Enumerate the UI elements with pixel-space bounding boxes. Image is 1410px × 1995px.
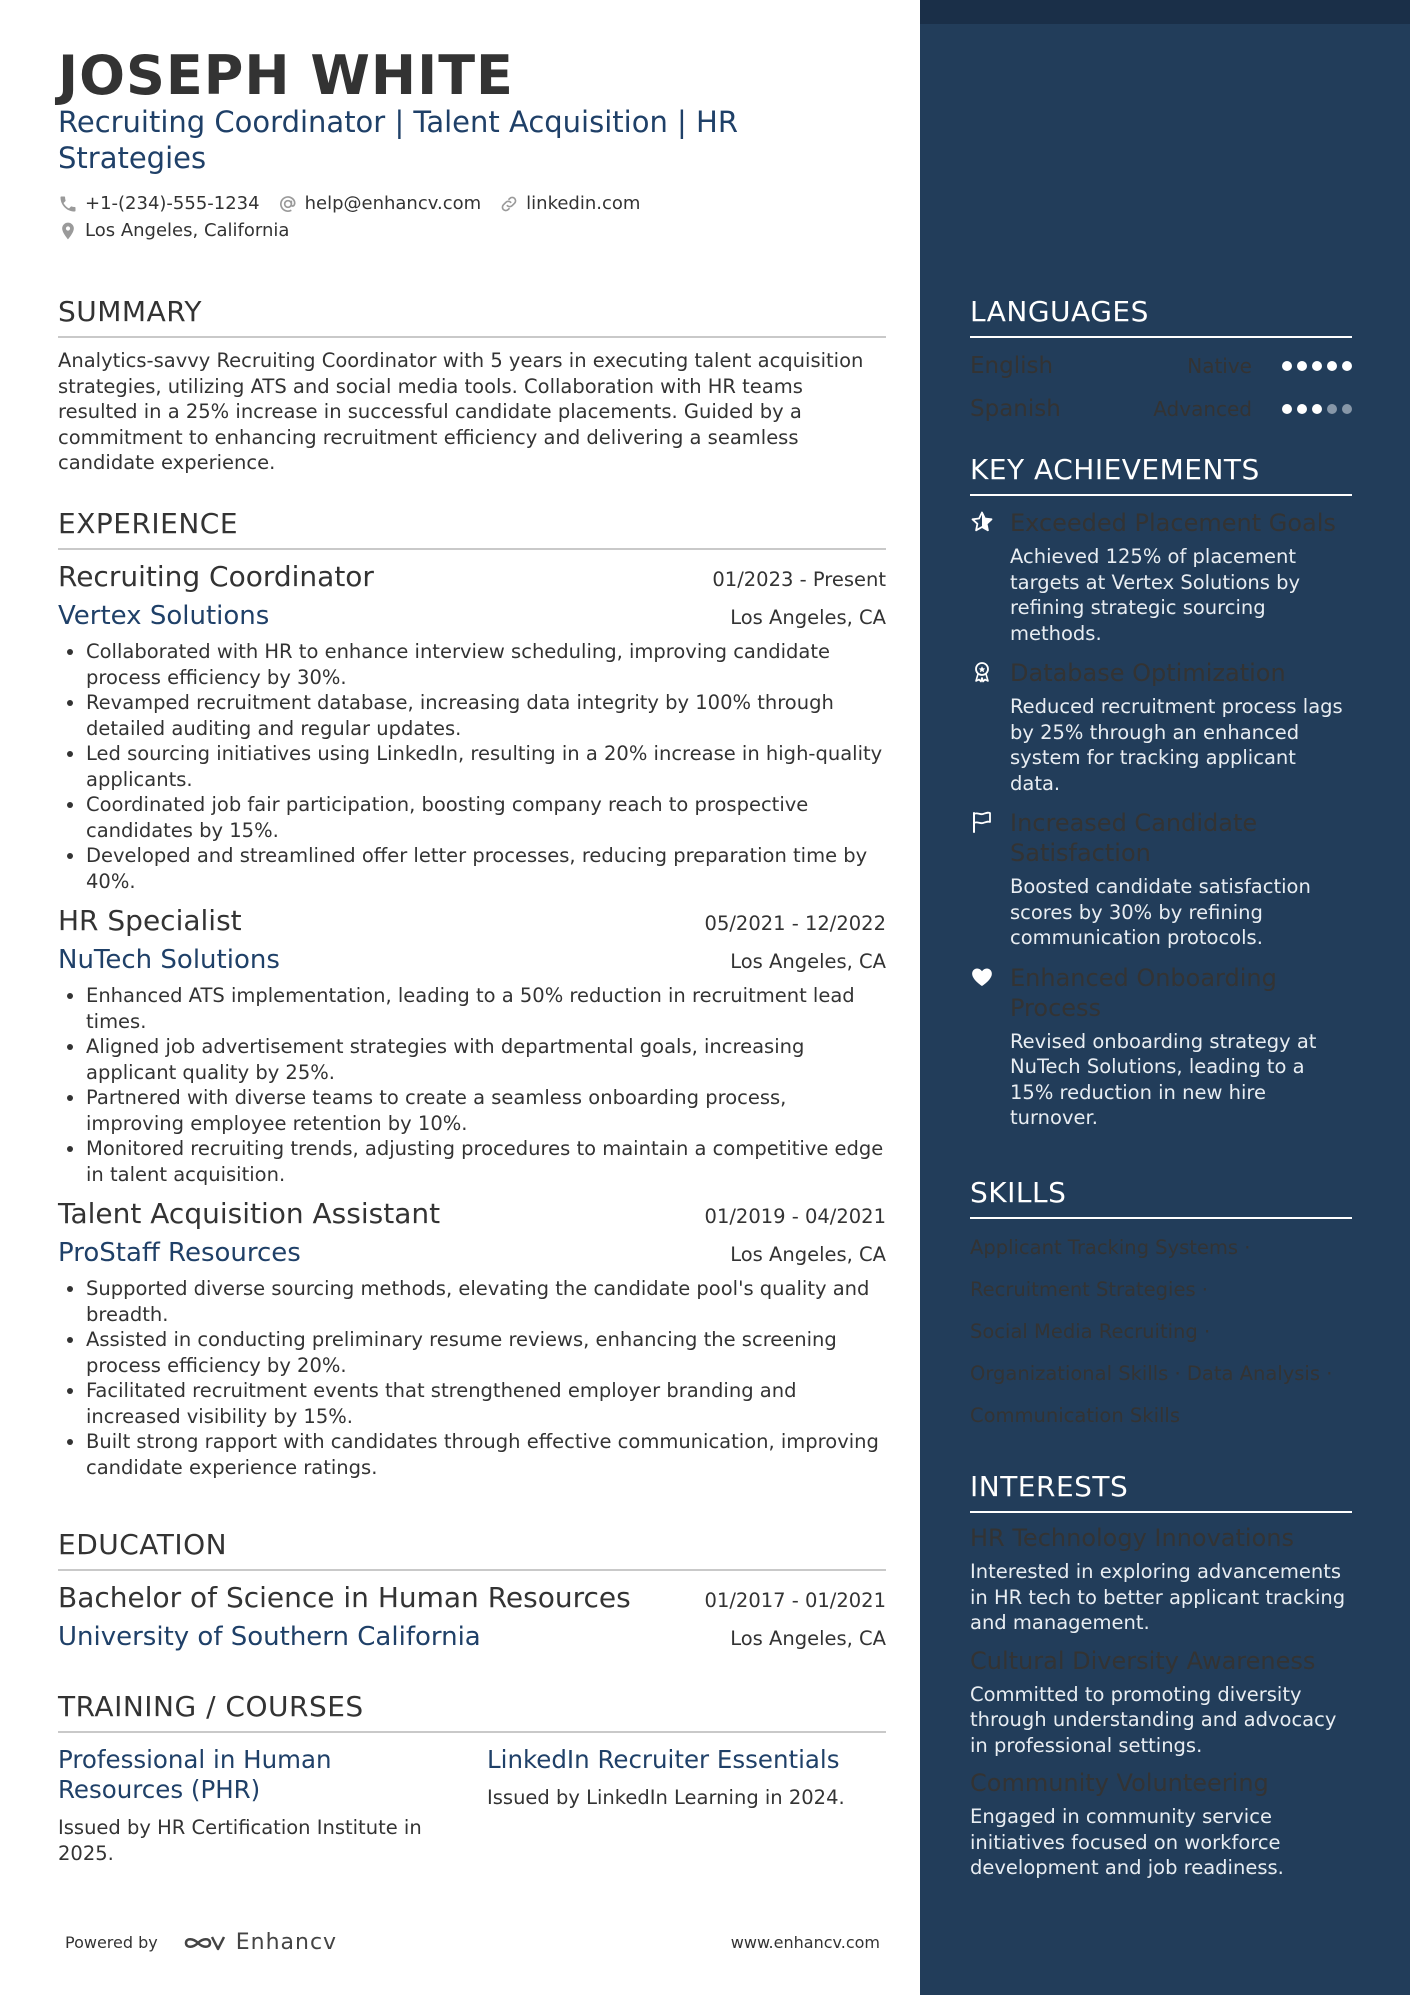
job-location: Los Angeles, CA — [730, 950, 886, 973]
language-rating — [1282, 361, 1352, 371]
rating-dot — [1342, 404, 1352, 414]
language-level: Native — [1187, 354, 1252, 378]
interest-desc: Committed to promoting diversity through understanding and advocacy in professional settings. — [970, 1682, 1337, 1757]
rating-dot — [1297, 404, 1307, 414]
sidebar-top-band — [920, 0, 1410, 24]
job-dates: 05/2021 - 12/2022 — [704, 912, 886, 935]
phone-contact[interactable] — [58, 193, 260, 214]
summary-title: SUMMARY — [58, 295, 886, 338]
interests-title: INTERESTS — [970, 1470, 1352, 1513]
job-title: Recruiting Coordinator — [58, 560, 374, 593]
job-bullets — [58, 639, 886, 894]
rating-dot — [1327, 404, 1337, 414]
job-entry — [58, 560, 886, 894]
course-title: Professional in Human Resources (PHR) — [58, 1745, 332, 1804]
brand-logo[interactable] — [182, 1930, 337, 1955]
rating-dot — [1282, 404, 1292, 414]
course-desc: Issued by HR Certification Institute in 2025. — [58, 1816, 422, 1865]
course-item — [58, 1745, 457, 1866]
rating-dot — [1312, 361, 1322, 371]
achievement-item — [970, 963, 1352, 1131]
interest-title: Community Volunteering — [970, 1769, 1269, 1797]
languages-title: LANGUAGES — [970, 295, 1352, 338]
skill-line: Applicant Tracking Systems · — [970, 1236, 1251, 1259]
interest-item — [970, 1523, 1352, 1636]
language-item — [970, 394, 1352, 424]
language-rating — [1282, 404, 1352, 414]
at-icon — [278, 194, 298, 214]
rating-dot — [1327, 361, 1337, 371]
company-name: Vertex Solutions — [58, 601, 270, 631]
footer-url[interactable]: www.enhancv.com — [730, 1933, 880, 1952]
interest-desc: Engaged in community service initiatives focused on workforce development and job readiness. — [970, 1805, 1284, 1879]
interest-item — [970, 1768, 1352, 1881]
job-bullets — [58, 983, 886, 1187]
achievement-desc: Reduced recruitment process lags by 25% through an enhanced system for tracking applicant data. — [1010, 695, 1343, 795]
candidate-name: JOSEPH WHITE — [58, 44, 514, 107]
experience-title: EXPERIENCE — [58, 507, 886, 550]
summary-section — [58, 295, 886, 476]
achievement-desc: Revised onboarding strategy at NuTech Solutions, leading to a 15% reduction in new hire turnover. — [1010, 1029, 1317, 1129]
bullet-item: • Enhanced ATS implementation, leading to a 50% reduction in recruitment lead times. — [86, 983, 886, 1034]
education-dates: 01/2017 - 01/2021 — [704, 1589, 886, 1612]
achievement-title: Database Optimization — [1010, 659, 1286, 687]
location-pin-icon — [58, 221, 78, 241]
skill-line: Recruitment Strategies · — [970, 1278, 1209, 1301]
languages-section — [970, 295, 1352, 424]
interest-title: Cultural Diversity Awareness — [970, 1646, 1316, 1675]
job-location: Los Angeles, CA — [730, 1243, 886, 1266]
experience-section — [58, 507, 886, 1480]
company-name: NuTech Solutions — [58, 945, 280, 975]
job-bullets — [58, 1276, 886, 1480]
education-section — [58, 1528, 886, 1652]
bullet-item: • Developed and streamlined offer letter processes, reducing preparation time by 40%. — [86, 843, 886, 894]
flag-icon — [970, 810, 994, 834]
linkedin-text: linkedin.com — [526, 193, 641, 214]
education-title: EDUCATION — [58, 1528, 886, 1571]
company-name: ProStaff Resources — [58, 1238, 301, 1268]
heart-icon — [970, 965, 994, 989]
achievement-item — [970, 808, 1352, 951]
bullet-item: • Monitored recruiting trends, adjusting procedures to maintain a competitive edge in talent acquisition. — [86, 1136, 886, 1187]
link-icon — [499, 194, 519, 214]
achievement-title: Increased Candidate Satisfaction — [1010, 809, 1258, 867]
rating-dot — [1297, 361, 1307, 371]
headline: Recruiting Coordinator | Talent Acquisition | HR Strategies — [58, 105, 738, 175]
school-name: University of Southern California — [58, 1622, 481, 1652]
star-icon — [970, 510, 994, 534]
language-item — [970, 351, 1352, 381]
training-section — [58, 1690, 886, 1866]
bullet-item: • Led sourcing initiatives using LinkedIn, resulting in a 20% increase in high-quality applicants. — [86, 741, 886, 792]
job-dates: 01/2023 - Present — [712, 568, 886, 591]
course-desc: Issued by LinkedIn Learning in 2024. — [487, 1786, 845, 1809]
degree-title: Bachelor of Science in Human Resources — [58, 1581, 631, 1614]
achievement-desc: Achieved 125% of placement targets at Vertex Solutions by refining strategic sourcing methods. — [1010, 545, 1301, 645]
skill-line: Communication Skills — [970, 1404, 1180, 1427]
award-icon — [970, 660, 994, 684]
phone-icon — [58, 194, 78, 214]
bullet-item: • Assisted in conducting preliminary resume reviews, enhancing the screening process efficiency by 20%. — [86, 1327, 886, 1378]
rating-dot — [1312, 404, 1322, 414]
rating-dot — [1342, 361, 1352, 371]
brand-name: Enhancv — [235, 1930, 338, 1955]
contact-info — [58, 193, 918, 247]
skill-line: Social Media Recruiting · — [970, 1320, 1211, 1343]
education-entry — [58, 1581, 886, 1652]
achievement-item — [970, 508, 1352, 646]
interest-item — [970, 1646, 1352, 1759]
enhancv-logo-icon — [182, 1931, 228, 1955]
achievements-title: KEY ACHIEVEMENTS — [970, 453, 1352, 496]
rating-dot — [1282, 361, 1292, 371]
location-text: Los Angeles, California — [85, 220, 290, 241]
interests-section — [970, 1470, 1352, 1881]
interest-desc: Interested in exploring advancements in HR tech to better applicant tracking and management. — [970, 1560, 1346, 1634]
email-contact[interactable] — [278, 193, 482, 214]
skills-section — [970, 1176, 1352, 1437]
achievement-title: Enhanced Onboarding Process — [1010, 963, 1277, 1022]
interest-title: HR Technology Innovations — [970, 1524, 1294, 1552]
language-level: Advanced — [1153, 397, 1252, 421]
location-contact — [58, 220, 289, 241]
job-entry — [58, 1197, 886, 1480]
bullet-item: • Collaborated with HR to enhance interview scheduling, improving candidate process efficiency by 30%. — [86, 639, 886, 690]
language-name: English — [970, 353, 1054, 379]
linkedin-contact[interactable] — [499, 193, 640, 214]
phone-text: +1-(234)-555-1234 — [85, 193, 260, 214]
job-entry — [58, 904, 886, 1187]
bullet-item: • Partnered with diverse teams to create a seamless onboarding process, improving employee retention by 10%. — [86, 1085, 886, 1136]
bullet-item: • Built strong rapport with candidates through effective communication, improving candidate experience ratings. — [86, 1429, 886, 1480]
powered-by-text: Powered by — [65, 1933, 158, 1952]
language-name: Spanish — [970, 396, 1061, 422]
footer — [65, 1930, 880, 1955]
summary-text: Analytics-savvy Recruiting Coordinator with 5 years in executing talent acquisition strategies, utilizing ATS and social media tools. Collaboration with HR teams resulted in a 25% increase in successful candidate placements. Guided by a commitment to enhancing recruitment efficiency and delivering a seamless candidate experience. — [58, 349, 864, 474]
achievements-section — [970, 453, 1352, 1131]
achievement-desc: Boosted candidate satisfaction scores by 30% by refining communication protocols. — [1010, 875, 1311, 949]
achievement-item — [970, 658, 1352, 796]
job-title: Talent Acquisition Assistant — [58, 1197, 441, 1230]
education-location: Los Angeles, CA — [730, 1627, 886, 1650]
bullet-item: • Facilitated recruitment events that strengthened employer branding and increased visibility by 15%. — [86, 1378, 886, 1429]
skills-title: SKILLS — [970, 1176, 1352, 1219]
bullet-item: • Coordinated job fair participation, boosting company reach to prospective candidates by 15%. — [86, 792, 886, 843]
skill-line: Organizational Skills · Data Analysis · — [970, 1362, 1333, 1385]
job-dates: 01/2019 - 04/2021 — [704, 1205, 886, 1228]
bullet-item: • Aligned job advertisement strategies with departmental goals, increasing applicant quality by 25%. — [86, 1034, 886, 1085]
job-location: Los Angeles, CA — [730, 606, 886, 629]
course-title: LinkedIn Recruiter Essentials — [487, 1745, 840, 1774]
training-title: TRAINING / COURSES — [58, 1690, 886, 1733]
job-title: HR Specialist — [58, 904, 242, 937]
bullet-item: • Supported diverse sourcing methods, elevating the candidate pool's quality and breadth. — [86, 1276, 886, 1327]
bullet-item: • Revamped recruitment database, increasing data integrity by 100% through detailed auditing and regular updates. — [86, 690, 886, 741]
email-text: help@enhancv.com — [304, 193, 482, 214]
course-item — [487, 1745, 886, 1866]
achievement-title: Exceeded Placement Goals — [1010, 509, 1336, 537]
